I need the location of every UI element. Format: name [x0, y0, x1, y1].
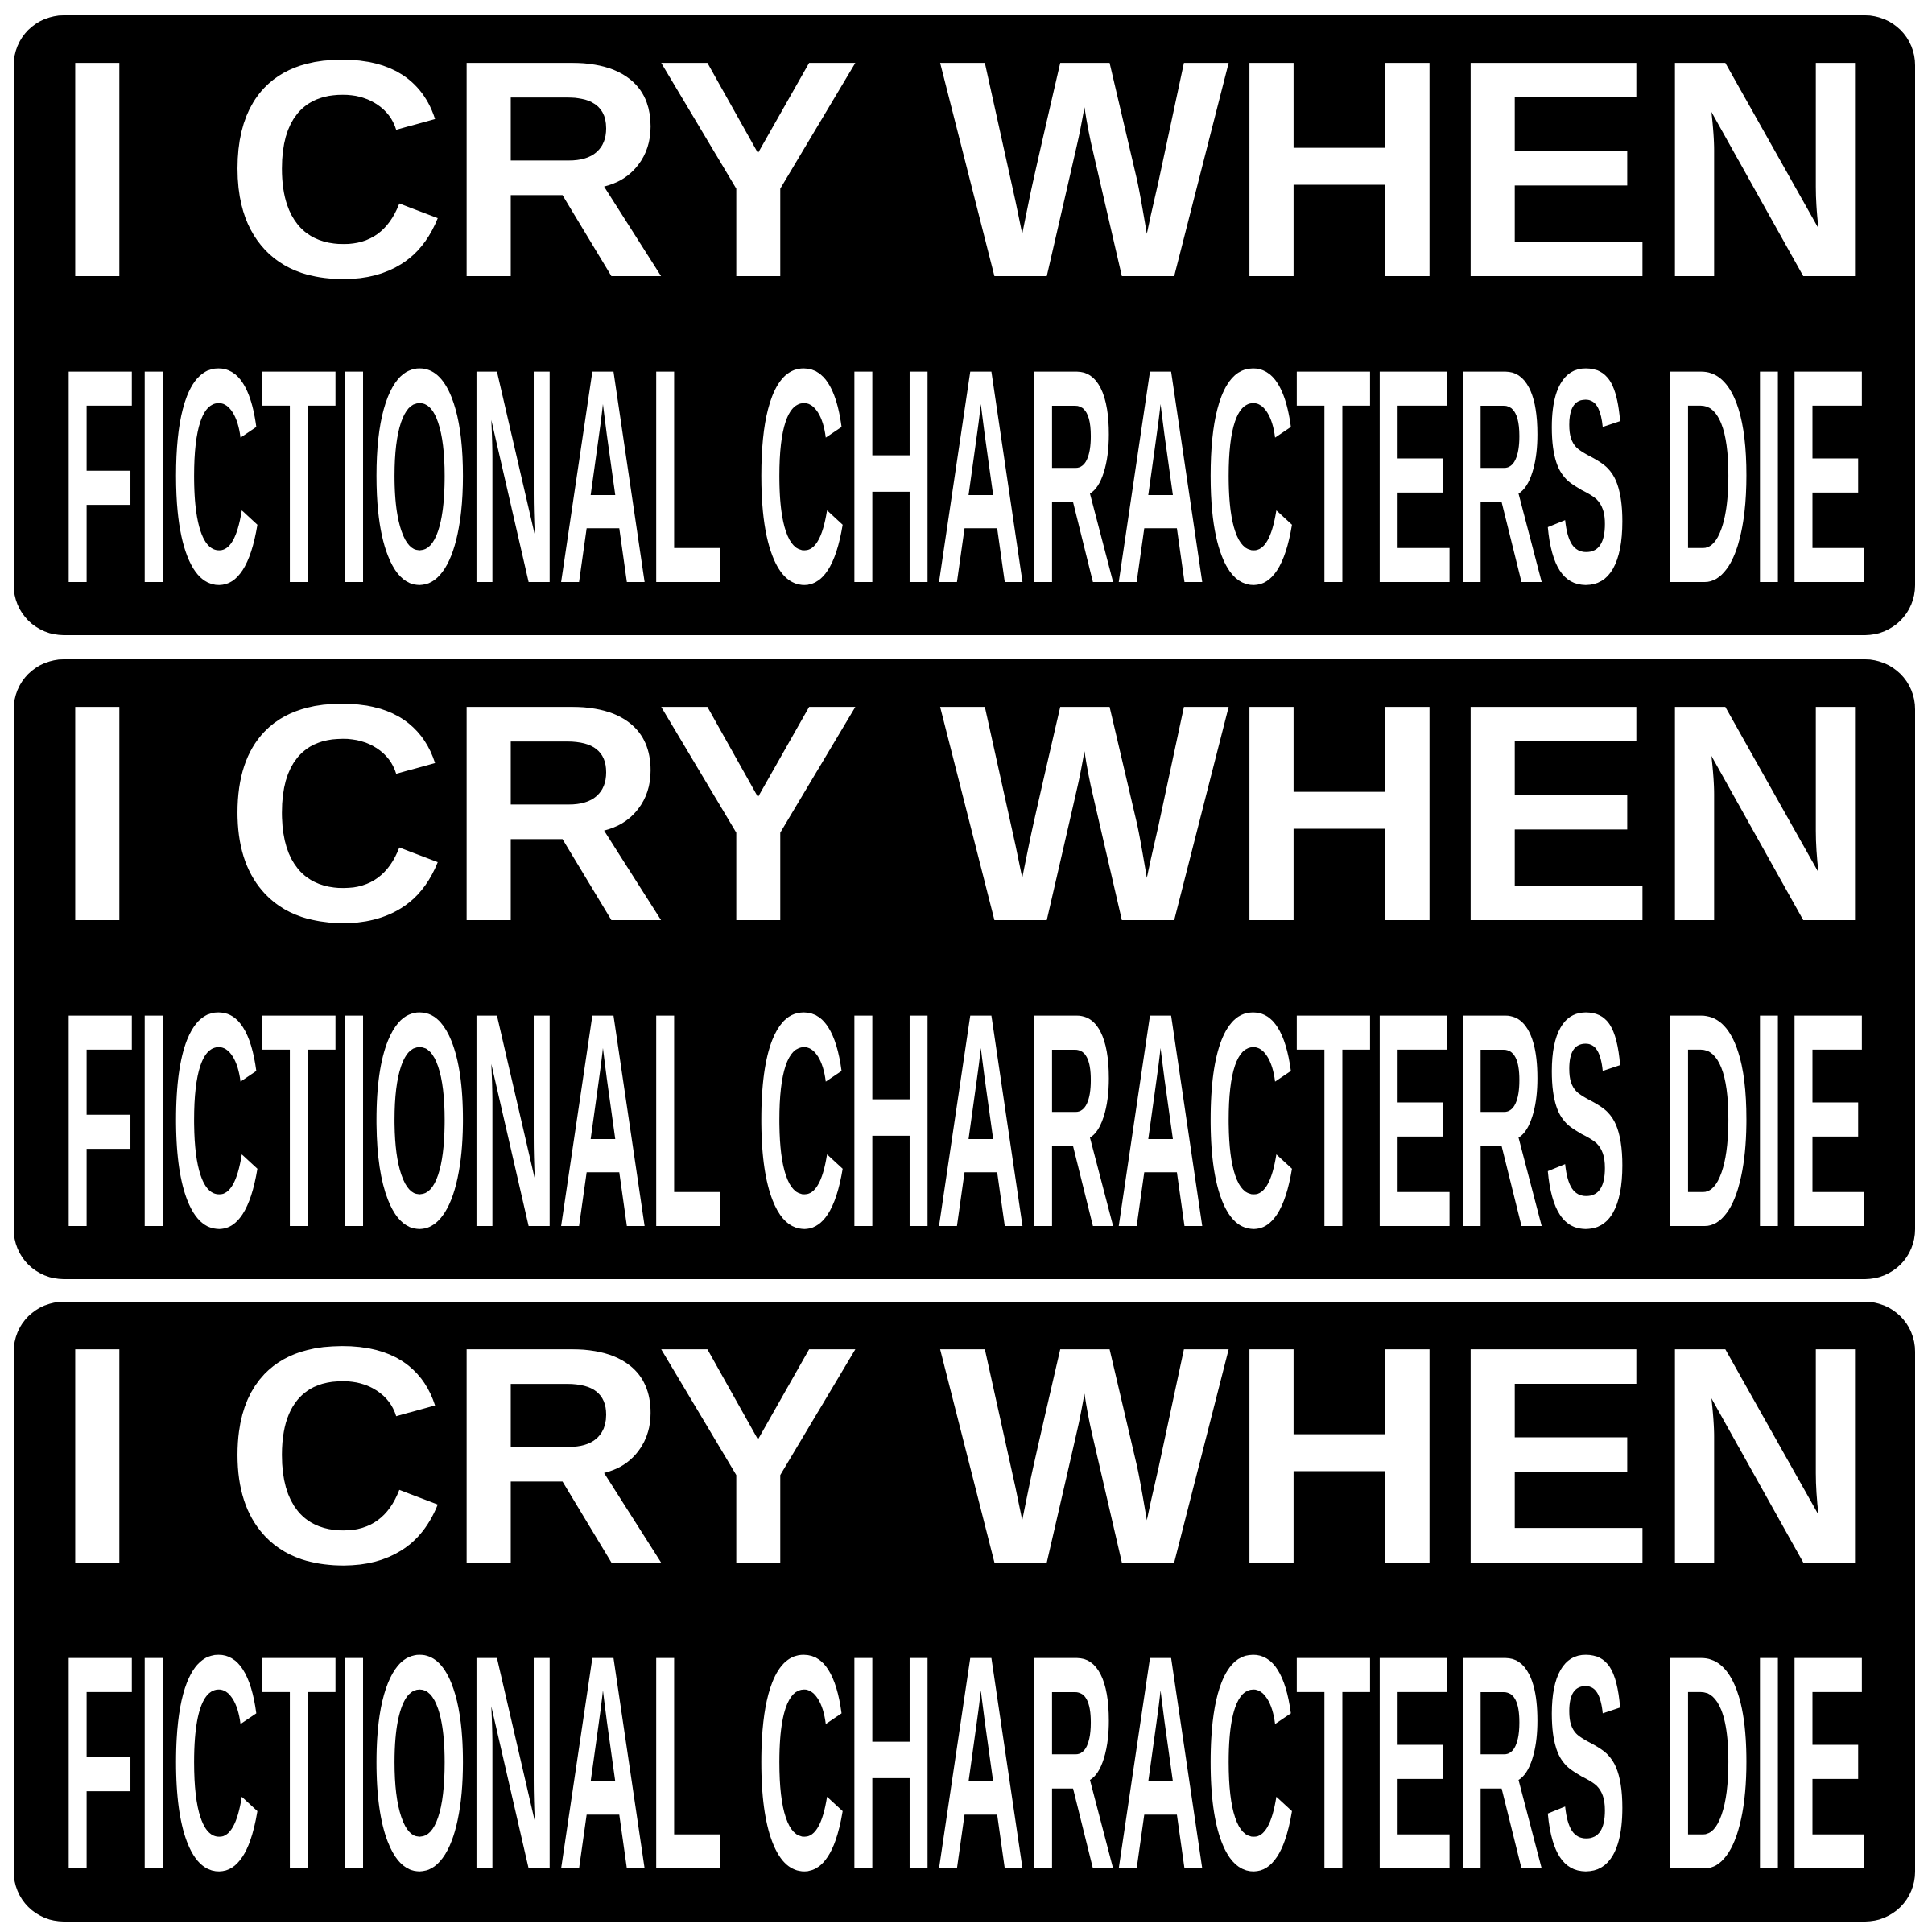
headline-text: I CRY WHEN [55, 693, 1876, 938]
sticker-subline [14, 358, 1915, 597]
sticker-2 [14, 659, 1915, 1279]
sticker-subline [14, 1002, 1915, 1241]
sticker-headline [14, 49, 1915, 294]
sticker-subline [14, 1645, 1915, 1883]
headline-text: I CRY WHEN [55, 49, 1876, 294]
sticker-headline [14, 693, 1915, 938]
sticker-3 [14, 1302, 1915, 1922]
sticker-headline [14, 1335, 1915, 1580]
subline-text: FICTIONAL CHARACTERS DIE [60, 1645, 1869, 1883]
subline-text: FICTIONAL CHARACTERS DIE [60, 358, 1869, 597]
subline-text: FICTIONAL CHARACTERS DIE [60, 1002, 1869, 1241]
sticker-1 [14, 15, 1915, 635]
headline-text: I CRY WHEN [55, 1335, 1876, 1580]
